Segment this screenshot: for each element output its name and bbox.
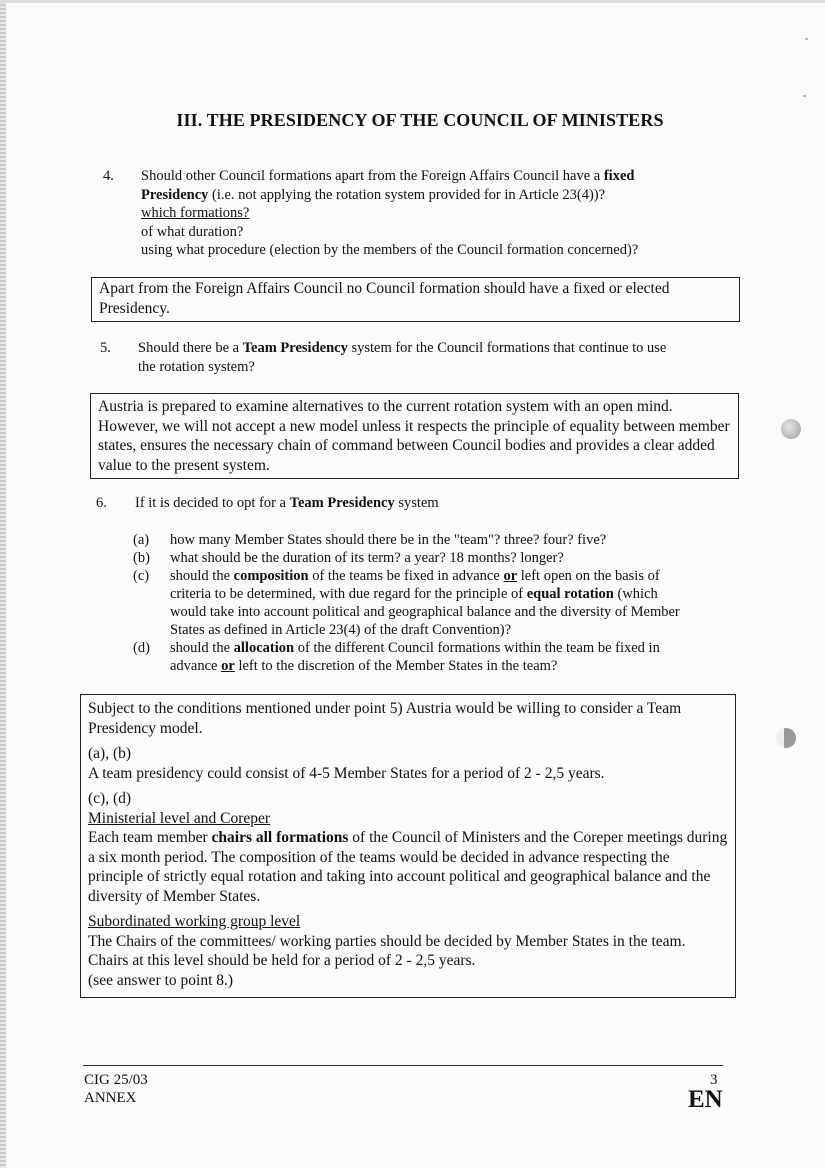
question-6: 6. If it is decided to opt for a Team Presidency system bbox=[96, 495, 439, 511]
sub-question-a: (a) how many Member States should there be in the "team"? three? four? five? bbox=[133, 532, 607, 548]
scan-speck bbox=[803, 95, 806, 97]
scan-speck bbox=[805, 38, 808, 40]
scan-top-edge bbox=[0, 0, 825, 3]
question-line: Should other Council formations apart from the Foreign Affairs Council have a fixed bbox=[141, 168, 635, 184]
question-number: 5. bbox=[100, 340, 111, 356]
sub-question-d: (d) should the allocation of the different Council formations within the team be fixed in advance or left to the discretion of the Member States in the team? bbox=[133, 640, 660, 674]
annex-label: ANNEX bbox=[84, 1090, 137, 1106]
footer-rule bbox=[83, 1065, 723, 1066]
question-5 bbox=[0, 339, 825, 379]
sub-question-c: (c) should the composition of the teams be fixed in advance or left open on the basis of criteria to be determined, with due regard for the principle of equal rotation (which would take into account political and geographical balance and the diversity of Member States as defined in Article 23(4) of the draft Convention)? bbox=[133, 568, 680, 638]
question-number: 4. bbox=[103, 168, 114, 184]
question-line: using what procedure (election by the members of the Council formation concerned)? bbox=[141, 242, 639, 258]
page-number: 3 bbox=[710, 1072, 718, 1088]
question-line: of what duration? bbox=[141, 223, 244, 240]
sub-question-b: (b) what should be the duration of its term? a year? 18 months? longer? bbox=[133, 550, 564, 566]
question-line: Should there be a Team Presidency system for the Council formations that continue to use bbox=[138, 340, 667, 356]
answer-box-6: Subject to the conditions mentioned under point 5) Austria would be willing to consider a Team Presidency model. (a), (b) A team presidency could consist of 4-5 Member States for a period of 2 - 2,5 years. (c), (d) Ministerial level and Coreper Each team member chairs all formations of the Council of Ministers and the Coreper meetings during a six month period. The composition of the teams would be decided in advance respecting the principle of strictly equal rotation and taking into account political and geographical balance and the diversity of Member States. Subordinated working group level The Chairs of the committees/ working parties should be decided by Member States in the team. Chairs at this level should be held for a period of 2 - 2,5 years. (see answer to point 8.) bbox=[80, 694, 736, 998]
page-title: III. THE PRESIDENCY OF THE COUNCIL OF MINISTERS bbox=[176, 110, 664, 130]
question-4 bbox=[0, 167, 825, 262]
answer-box-4: Apart from the Foreign Affairs Council no Council formation should have a fixed or elected Presidency. bbox=[91, 277, 740, 322]
document-reference: CIG 25/03 bbox=[84, 1072, 148, 1088]
question-line: Presidency (i.e. not applying the rotation system provided for in Article 23(4))? bbox=[141, 186, 606, 203]
punch-hole bbox=[776, 728, 796, 748]
question-line: which formations? bbox=[141, 205, 250, 221]
punch-hole bbox=[781, 419, 801, 439]
question-number: 6. bbox=[96, 495, 107, 511]
language-code: EN bbox=[688, 1086, 723, 1113]
answer-box-5: Austria is prepared to examine alternatives to the current rotation system with an open mind. However, we will not accept a new model unless it respects the principle of equality between member states, ensures the necessary chain of command between Council bodies and provides a clear added value to the present system. bbox=[90, 393, 739, 479]
question-line: the rotation system? bbox=[138, 358, 255, 375]
